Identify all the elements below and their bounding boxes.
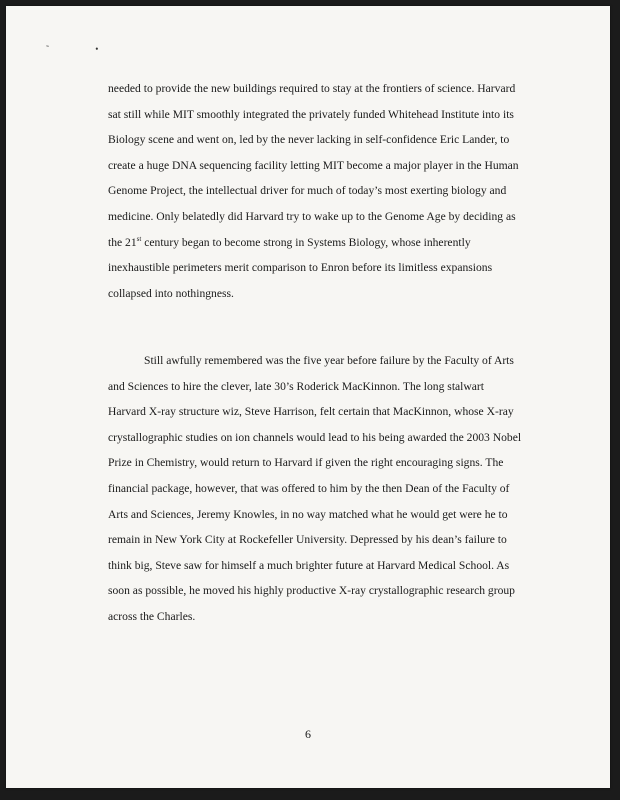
text-line: needed to provide the new buildings required to stay at the frontiers of science. Harvard xyxy=(108,82,516,95)
text-line: Arts and Sciences, Jeremy Knowles, in no way matched what he would get were he to xyxy=(108,507,508,521)
text-line: think big, Steve saw for himself a much brighter future at Harvard Medical School. As xyxy=(108,558,510,572)
text-line: across the Charles. xyxy=(108,609,196,623)
text-line: soon as possible, he moved his highly productive X-ray crystallographic research group xyxy=(108,584,515,598)
text-line: remain in New York City at Rockefeller University. Depressed by his dean’s failure to xyxy=(108,533,507,547)
text-line: inexhaustible perimeters merit comparison to Enron before its limitless expansions xyxy=(108,261,493,275)
text-line: collapsed into nothingness. xyxy=(108,286,234,300)
paper-page xyxy=(6,6,610,788)
text-fragment: century began to become strong in Systems Biology, whose inherently xyxy=(141,235,471,249)
text-line: create a huge DNA sequencing facility letting MIT become a major player in the Human xyxy=(108,158,519,172)
page-number: 6 xyxy=(305,727,311,741)
text-line: Biology scene and went on, led by the never lacking in self-confidence Eric Lander, to xyxy=(108,133,510,147)
text-line xyxy=(108,230,538,256)
text-line: sat still while MIT smoothly integrated the privately funded Whitehead Institute into its xyxy=(108,107,514,121)
scan-marks: ˜ • xyxy=(46,44,121,54)
superscript: st xyxy=(136,234,142,243)
text-line: crystallographic studies on ion channels would lead to his being awarded the 2003 Nobel xyxy=(108,430,522,444)
paragraph-1 xyxy=(108,76,538,306)
text-line: Genome Project, the intellectual driver for much of today’s most exerting biology and xyxy=(108,184,507,198)
text-line: financial package, however, that was offered to him by the then Dean of the Faculty of xyxy=(108,481,510,495)
text-line: Harvard X-ray structure wiz, Steve Harrison, felt certain that MacKinnon, whose X-ray xyxy=(108,405,514,419)
paragraph-2 xyxy=(108,348,538,630)
text-line: Still awfully remembered was the five year before failure by the Faculty of Arts xyxy=(144,354,514,367)
text-line: and Sciences to hire the clever, late 30’s Roderick MacKinnon. The long stalwart xyxy=(108,379,485,393)
text-line: Prize in Chemistry, would return to Harvard if given the right encouraging signs. The xyxy=(108,456,504,470)
text-fragment: the 21 xyxy=(108,235,137,249)
text-line: medicine. Only belatedly did Harvard try to wake up to the Genome Age by deciding as xyxy=(108,209,516,223)
